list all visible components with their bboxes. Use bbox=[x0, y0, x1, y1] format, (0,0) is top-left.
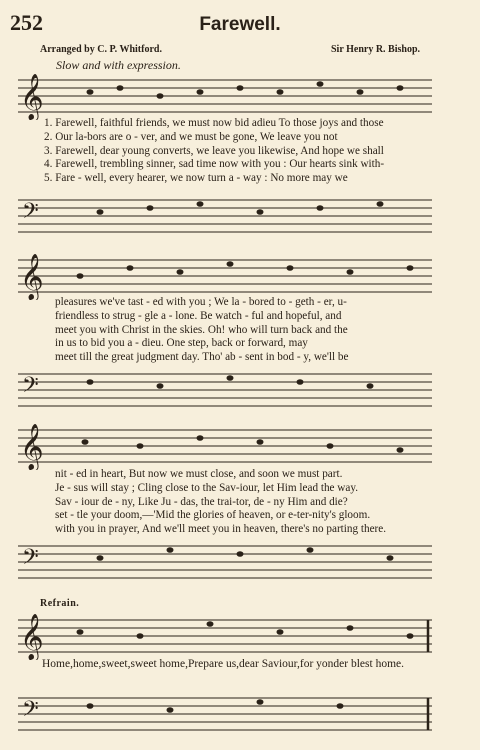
verse-line: 5. Fare - well, every hearer, we now turn a - way : No more may we bbox=[44, 172, 348, 185]
svg-text:𝄢: 𝄢 bbox=[22, 545, 39, 574]
svg-text:𝄞: 𝄞 bbox=[20, 424, 44, 469]
verse-line: with you in prayer, And we'll meet you in heaven, there's no parting there. bbox=[55, 523, 387, 536]
verse-line: friendless to strug - gle a - lone. Be watch - ful and hopeful, and bbox=[55, 309, 342, 322]
verses-block-1 bbox=[44, 117, 384, 186]
verse-line: meet you with Christ in the skies. Oh! who will turn back and the bbox=[55, 323, 348, 336]
svg-text:𝄞: 𝄞 bbox=[20, 614, 44, 659]
verse-line: 1. Farewell, faithful friends, we must now bid adieu To those joys and those bbox=[44, 117, 384, 129]
refrain-label: Refrain. bbox=[40, 598, 80, 609]
svg-text:𝄢: 𝄢 bbox=[22, 373, 39, 402]
verse-line: Sav - iour de - ny, Like Ju - das, the trai-tor, de - ny Him and die? bbox=[55, 495, 348, 508]
treble-staff-1 bbox=[0, 70, 480, 120]
verse-line: 4. Farewell, trembling sinner, sad time now with you : Our hearts sink with- bbox=[44, 158, 385, 171]
svg-text:𝄞: 𝄞 bbox=[20, 254, 44, 299]
treble-staff-refrain bbox=[0, 610, 480, 660]
bass-staff-3 bbox=[0, 538, 480, 584]
refrain-lyric: Home,home,sweet,sweet home,Prepare us,dear Saviour,for yonder blest home. bbox=[42, 658, 405, 670]
verse-line: 2. Our la-bors are o - ver, and we must be gone, We leave you not bbox=[44, 130, 338, 143]
verse-line: set - tle your doom,—'Mid the glories of heaven, or e-ter-nity's gloom. bbox=[55, 509, 371, 522]
verses-block-2 bbox=[55, 296, 348, 365]
treble-staff-2 bbox=[0, 250, 480, 300]
verse-line: 3. Farewell, dear young converts, we leave you likewise, And hope we shall bbox=[44, 144, 384, 157]
verse-line: nit - ed in heart, But now we must close, and soon we must part. bbox=[55, 468, 343, 480]
page-number: 252 bbox=[10, 10, 43, 35]
bass-staff-refrain bbox=[0, 690, 480, 736]
svg-text:𝄢: 𝄢 bbox=[22, 199, 39, 228]
arranger-credit: Arranged by C. P. Whitford. bbox=[40, 44, 162, 55]
composer-credit: Sir Henry R. Bishop. bbox=[331, 44, 420, 55]
verse-line: meet till the great judgment day. Tho' ab - sent in bod - y, we'll be bbox=[55, 351, 349, 364]
tempo-marking: Slow and with expression. bbox=[56, 58, 181, 72]
bass-staff-1 bbox=[0, 192, 480, 238]
bass-staff-2 bbox=[0, 366, 480, 412]
treble-staff-3 bbox=[0, 420, 480, 470]
svg-text:𝄢: 𝄢 bbox=[22, 697, 39, 726]
verse-line: pleasures we've tast - ed with you ; We la - bored to - geth - er, u- bbox=[55, 296, 347, 308]
hymn-title: Farewell. bbox=[199, 14, 281, 35]
verses-block-3 bbox=[55, 468, 386, 537]
verse-line: Je - sus will stay ; Cling close to the Sav-iour, let Him lead the way. bbox=[55, 481, 359, 494]
verse-line: in us to bid you a - dieu. One step, back or forward, may bbox=[55, 337, 308, 350]
svg-text:𝄞: 𝄞 bbox=[20, 74, 44, 119]
